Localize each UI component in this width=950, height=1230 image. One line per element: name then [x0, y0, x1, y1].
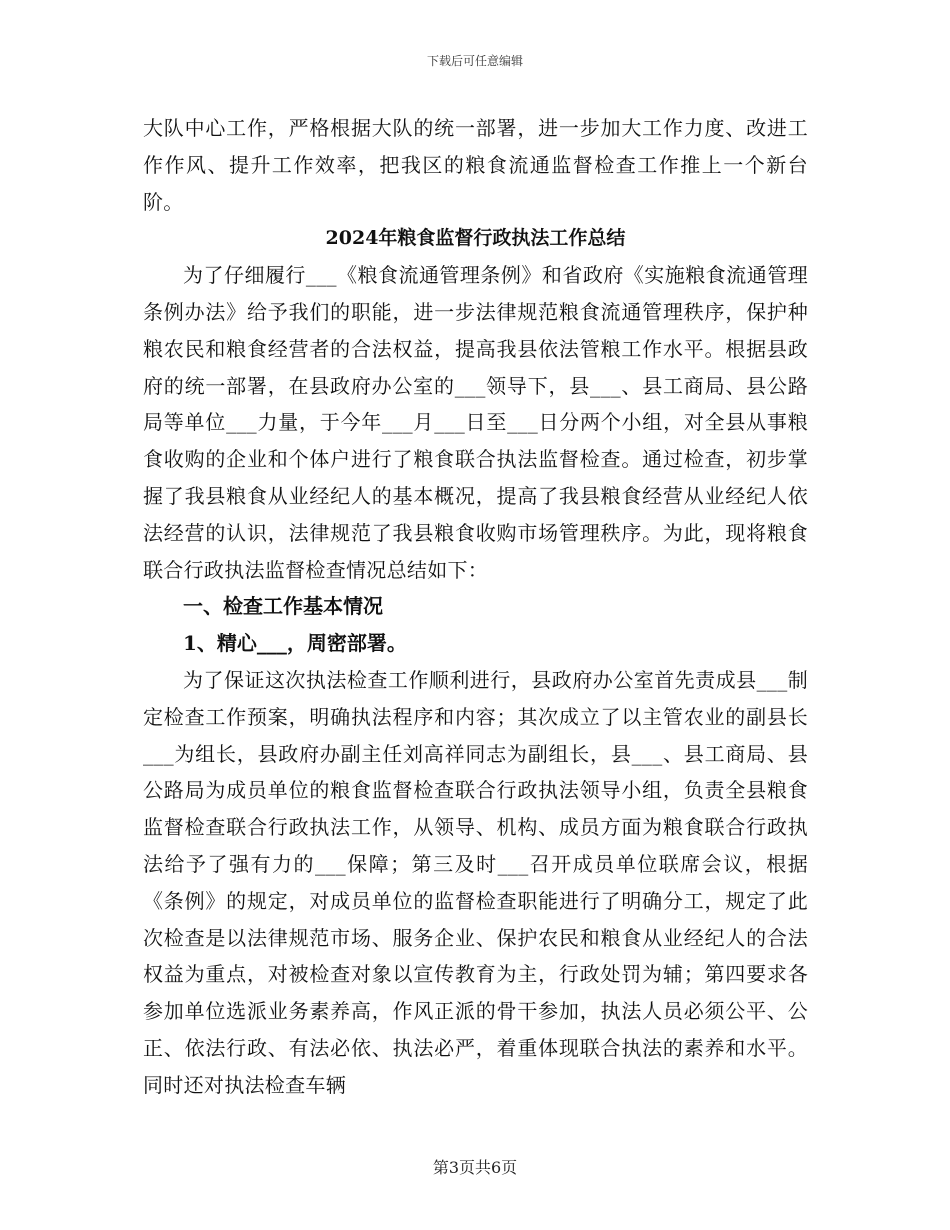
page-number: 第3页共6页 — [432, 1158, 518, 1177]
page-header-note: 下载后可任意编辑 — [426, 54, 523, 68]
paragraph-2: 为了保证这次执法检查工作顺利进行，县政府办公室首先责成县___制定检查工作预案，明确执法程序和内容；其次成立了以主管农业的副县长___为组长，县政府办副主任刘高祥同志为副组长，县___、县工商局、县公路局为成员单位的粮食监督检查联合行政执法领导小组，负责全县粮食监督检查联合行政执法工作，从领导、机构、成员方面为粮食联合行政执法给予了强有力的___保障；第三及时___召开成员单位联席会议，根据《条例》的规定，对成员单位的监督检查职能进行了明确分工，规定了此次检查是以法律规范市场、服务企业、保护农民和粮食从业经纪人的合法权益为重点，对被检查对象以宣传教育为主，行政处罚为辅；第四要求各参加单位选派业务素养高，作风正派的骨干参加，执法人员必须公平、公正、依法行政、有法必依、执法必严，着重体现联合执法的素养和水平。同时还对执法检查车辆 — [143, 667, 808, 1097]
paragraph-1: 为了仔细履行___《粮食流通管理条例》和省政府《实施粮食流通管理条例办法》给予我们的职能，进一步法律规范粮食流通管理秩序，保护种粮农民和粮食经营者的合法权益，提高我县依法管粮工作水平。根据县政府的统一部署，在县政府办公室的___领导下，县___、县工商局、县公路局等单位___力量，于今年___月___日至___日分两个小组，对全县从事粮食收购的企业和个体户进行了粮食联合执法监督检查。通过检查，初步掌握了我县粮食从业经纪人的基本概况，提高了我县粮食经营从业经纪人依法经营的认识，法律规范了我县粮食收购市场管理秩序。为此，现将粮食联合行政执法监督检查情况总结如下： — [143, 263, 808, 582]
intro-paragraph: 大队中心工作，严格根据大队的统一部署，进一步加大工作力度、改进工作作风、提升工作效率，把我区的粮食流通监督检查工作推上一个新台阶。 — [143, 116, 808, 214]
document-body — [143, 110, 808, 1104]
document-title: 2024年粮食监督行政执法工作总结 — [325, 227, 626, 250]
subsection-heading-1: 1、精心___，周密部署。 — [183, 631, 407, 656]
section-heading-1: 一、检查工作基本情况 — [183, 594, 383, 619]
